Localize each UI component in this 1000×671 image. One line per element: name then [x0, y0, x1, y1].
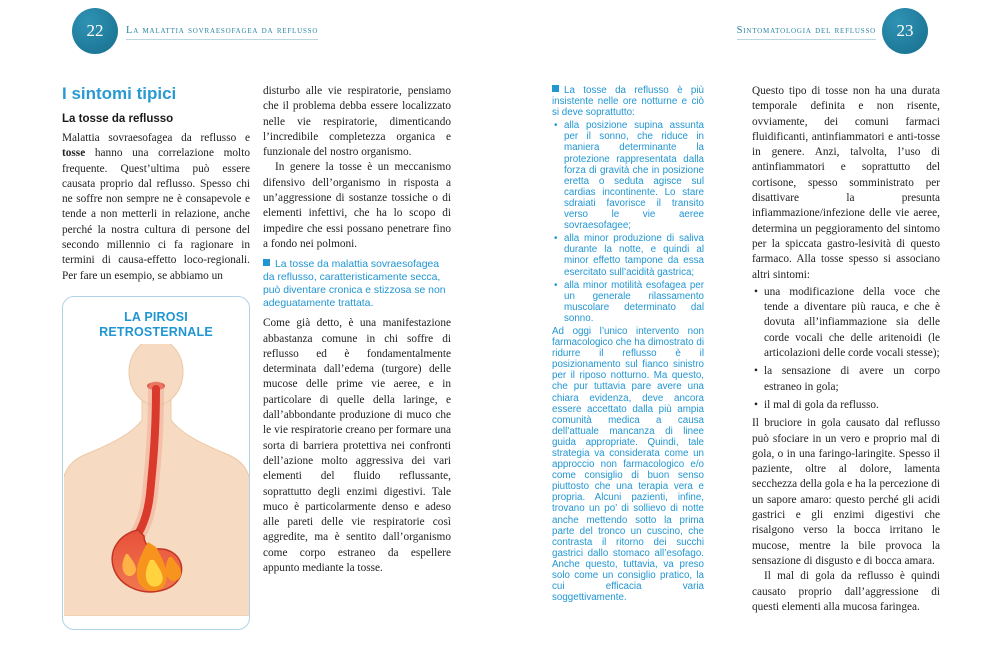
blue-paragraph: Ad oggi l’unico intervento non farmacologico che ha dimostrato di ridurre il reflusso è il posizionamento sul fianco sinistro per il riposo notturno. Ma questo, che pur tuttavia pare avere una chiara evidenza, deve ancora essere accettato dalla più ampia comunità medica a causa dell’attuale mancanza di linee guida appropriate. Quindi, tale strategia va considerata come un approccio non farmacologico e/o come consiglio di buon senso piuttosto che una terapia vera e propria. Alcuni pazienti, infine, trovano un po’ di sollievo di notte anche mettendo sotto la prima parte del tronco un cuscino, che contrasta il ritorno dei succhi gastrici dallo stomaco all’esofago. Anche questo, tuttavia, va preso solo come un consiglio pratico, la cui efficacia varia soggettivamente.	[552, 325, 704, 604]
paragraph: Il bruciore in gola causato dal reflusso può sfociare in un vero e proprio mal di gola, o in una faringo-laringite. Spesso il paziente, oltre al dolore, lamenta secchezza della gola e ha la percezione di un sapore amaro: questo perché gli acidi gastrici e gli enzimi digestivi che risalgono verso la bocca irritano le mucose, mentre la bile provoca la sensazione di disgusto e di bocca amara.	[752, 417, 940, 567]
running-title-text: La malattia sovraesofagea da reflusso	[126, 25, 318, 40]
page-number: 22	[86, 21, 104, 40]
bullet-item: • una modificazione della voce che tende a diventare più rauca, e che è dovuta all’infiammazione sia delle corde vocali che delle aritenoidi (le articolazioni delle corde vocali stesse);	[754, 285, 940, 360]
figure-title	[63, 310, 249, 340]
bullet-item: • la sensazione di avere un corpo estraneo in gola;	[754, 365, 940, 393]
left-column-2	[263, 84, 451, 576]
bullet-icon: •	[754, 285, 758, 298]
square-marker-icon	[263, 259, 270, 266]
subsection-title: La tosse da reflusso	[62, 113, 174, 125]
left-column-1	[62, 131, 250, 284]
bullet-icon: •	[554, 233, 558, 245]
bullet-item: • alla posizione supina assunta per il sonno, che riduce in maniera determinante la protezione rappresentata dalla forza di gravità che in posizione eretta o seduta agisce sul cardias incontinente. Lo stare sdraiati favorisce il transito verso le vie aeree sovraesofagee;	[554, 120, 704, 232]
paragraph: Come già detto, è una manifestazione abbastanza comune in chi soffre di reflusso ed è fondamentalmente determinata dall’edema (turgore) delle mucose delle prime vie aeree, e in particolare di quelle della laringe, e dall’abbondante produzione di muco che le vie respiratorie creano per formare una sorta di barriera protettiva nei confronti dell’azione molto aggressiva dei vari elementi del fluido reflussante, soprattutto degli enzimi digestivi. Tale muco è particolarmente denso e adeso alle pareti delle vie respiratorie così aggredite, ma è sentito dall’organismo come corpo estraneo da espellere appunto mediante la tosse.	[263, 317, 451, 575]
square-marker-icon	[552, 85, 559, 92]
blue-bullet-list	[552, 120, 704, 324]
heartburn-illustration	[64, 344, 249, 616]
bullet-item: • alla minor produzione di saliva durante la notte, e quindi al minor effetto tampone da essa esercitato sull’acidità gastrica;	[554, 233, 704, 278]
paragraph: In genere la tosse è un meccanismo difensivo dell’organismo in risposta a un’aggressione di sostanze tossiche o di elementi infettivi, che ha lo scopo di impedire che essi possano penetrare fino a fondo nei polmoni.	[263, 161, 451, 250]
figure-box-pirosi	[62, 296, 250, 630]
running-title-text: Sintomatologia del reflusso	[737, 25, 876, 40]
blue-intro: La tosse da reflusso è più insistente nelle ore notturne e ciò si deve soprattutto:	[552, 85, 704, 119]
paragraph: Questo tipo di tosse non ha una durata temporale definita e non risente, ovviamente, dei comuni farmaci fluidificanti, antinfiammatori e anti-tosse in genere. Anzi, talvolta, l’uso di antinfiammatori e soprattutto del cortisone, spesso somministrato per disattivare la presunta infiammazione/infezione delle vie aeree, determina un peggioramento del sintomo per la spiccata gastro-lesività di questo farmaco. Alla tosse spesso si associano altri sintomi:	[752, 85, 940, 281]
right-column-blue	[552, 85, 704, 605]
figure-title-line2: RETROSTERNALE	[99, 325, 213, 339]
bullet-icon: •	[554, 279, 558, 291]
page-number: 23	[896, 21, 914, 40]
section-title: I sintomi tipici	[62, 84, 177, 103]
right-column-2	[752, 84, 940, 615]
paragraph: disturbo alle vie respiratorie, pensiamo che il problema debba essere localizzato nelle vie respiratorie, dimenticando l’incredibile completezza organica e funzionale del nostro organismo.	[263, 85, 451, 159]
page-number-badge-right	[882, 8, 928, 54]
highlight-block	[263, 258, 451, 310]
bullet-icon: •	[554, 120, 558, 132]
highlight-text: La tosse da malattia sovraesofagea da reflusso, caratteristicamente secca, può diventare cronica e stizzosa se non adeguatamente trattata.	[263, 259, 446, 310]
bullet-item: • alla minor motilità esofagea per un generale rilassamento muscolare determinato dal sonno.	[554, 279, 704, 324]
bullet-item: • il mal di gola da reflusso.	[752, 398, 940, 413]
paragraph: Il mal di gola da reflusso è quindi causato proprio dall’aggressione di questi elementi alla mucosa faringea.	[752, 570, 940, 613]
figure-title-line1: LA PIROSI	[124, 310, 188, 324]
paragraph: Malattia sovraesofagea da reflusso e tosse hanno una correlazione molto frequente. Quest’ultima può essere causata proprio dal reflusso. Spesso chi ne soffre non sempre ne è consapevole e tende a non metterli in relazione, anche perché la nostra cultura di persone del secondo millennio ci fa ragionare in termini di causa-effetto loco-regionali. Per fare un esempio, se abbiamo un	[62, 132, 250, 282]
bullet-list	[752, 285, 940, 413]
page-number-badge-left	[72, 8, 118, 54]
bullet-icon: •	[754, 365, 758, 378]
running-title-right	[500, 25, 876, 40]
running-title-left	[126, 25, 486, 40]
bold-keyword: tosse	[62, 147, 86, 160]
bullet-icon: •	[754, 398, 758, 411]
